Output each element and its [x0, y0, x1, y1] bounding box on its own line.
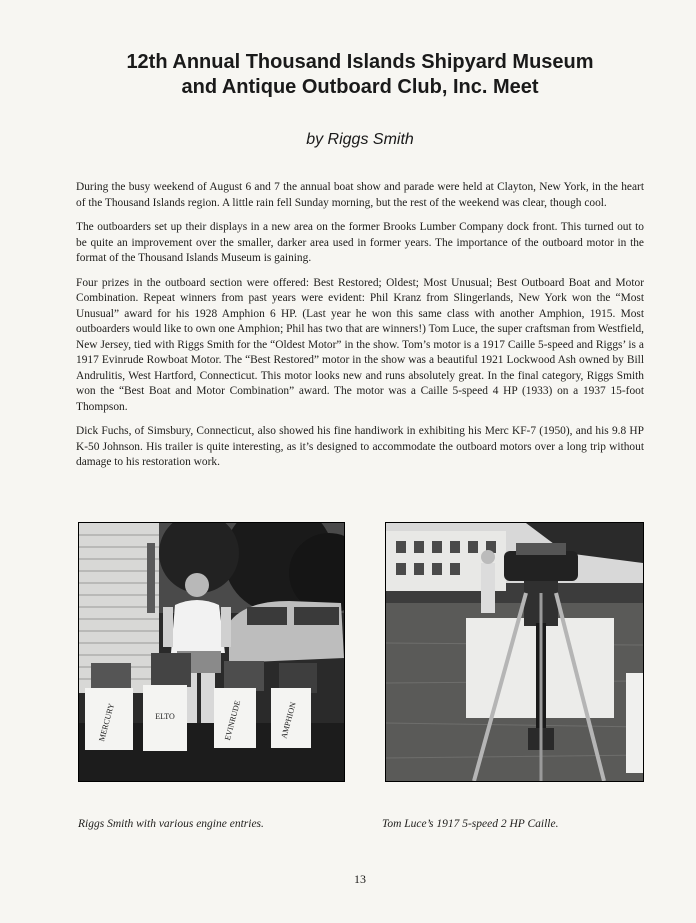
photo-riggs-smith — [78, 522, 345, 782]
sign-text: ELTO — [155, 712, 175, 721]
photo-riggs-smith-image — [79, 523, 344, 781]
article-title — [40, 50, 680, 100]
title-line-1: 12th Annual Thousand Islands Shipyard Museum — [126, 51, 594, 73]
caption-left: Riggs Smith with various engine entries. — [78, 818, 264, 830]
article-body — [76, 180, 644, 480]
paragraph: Dick Fuchs, of Simsbury, Connecticut, also showed his fine handiwork in exhibiting his Merc KF-7 (1950), and his 9.8 HP K-50 Johnson. His trailer is quite interesting, as it’s designed to accommodate the outboard motors over a long trip without damage to his restoration work. — [76, 425, 644, 468]
sign-text: EVINRUDE — [222, 699, 243, 742]
title-line-2: and Antique Outboard Club, Inc. Meet — [181, 76, 539, 98]
sign-text: MERCURY — [97, 702, 116, 743]
paragraph: During the busy weekend of August 6 and 7 the annual boat show and parade were held at Clayton, New York, in the heart of the Thousand Islands region. A little rain fell Sunday morning, but the rest of the weekend was clear, though cool. — [76, 181, 644, 209]
sign-text: AMPHION — [279, 701, 298, 740]
paragraph: The outboarders set up their displays in a new area on the former Brooks Lumber Company dock front. This turned out to be quite an improvement over the smaller, darker area used in former years. The importance of the outboard motor in the format of the Thousand Islands Museum is gaining. — [76, 221, 644, 264]
caption-right: Tom Luce’s 1917 5-speed 2 HP Caille. — [382, 818, 559, 830]
photo-caille-motor-image — [386, 523, 643, 781]
paragraph: Four prizes in the outboard section were offered: Best Restored; Oldest; Most Unusual; Best Outboard Boat and Motor Combination. Repeat winners from past years were evident: Phil Kranz from Slingerlands, New York won the “Most Unusual” award for his 1928 Amphion 6 HP. (Last year he won this same class with another Amphion, 1915. Most outboarders would like to own one Amphion; Phil has two that are winners!) Tom Luce, the super craftsman from Westfield, New Jersey, tied with Riggs Smith for the “Oldest Motor” in the show. Tom’s motor is a 1917 Caille 5-speed and Riggs’ is a 1917 Evinrude Rowboat Motor. The “Best Restored” motor in the show was a beautiful 1921 Lockwood Ash owned by Bill Andrulitis, West Hartford, Connecticut. This motor looks new and runs absolutely great. In the final category, Riggs Smith won the “Best Boat and Motor Combination” award. The motor was a Caille 5-speed 4 HP (1933) on a 1937 15-foot Thompson. — [76, 276, 644, 413]
photo-caille-motor — [385, 522, 644, 782]
page-number: 13 — [354, 872, 366, 886]
byline: by Riggs Smith — [306, 131, 414, 148]
